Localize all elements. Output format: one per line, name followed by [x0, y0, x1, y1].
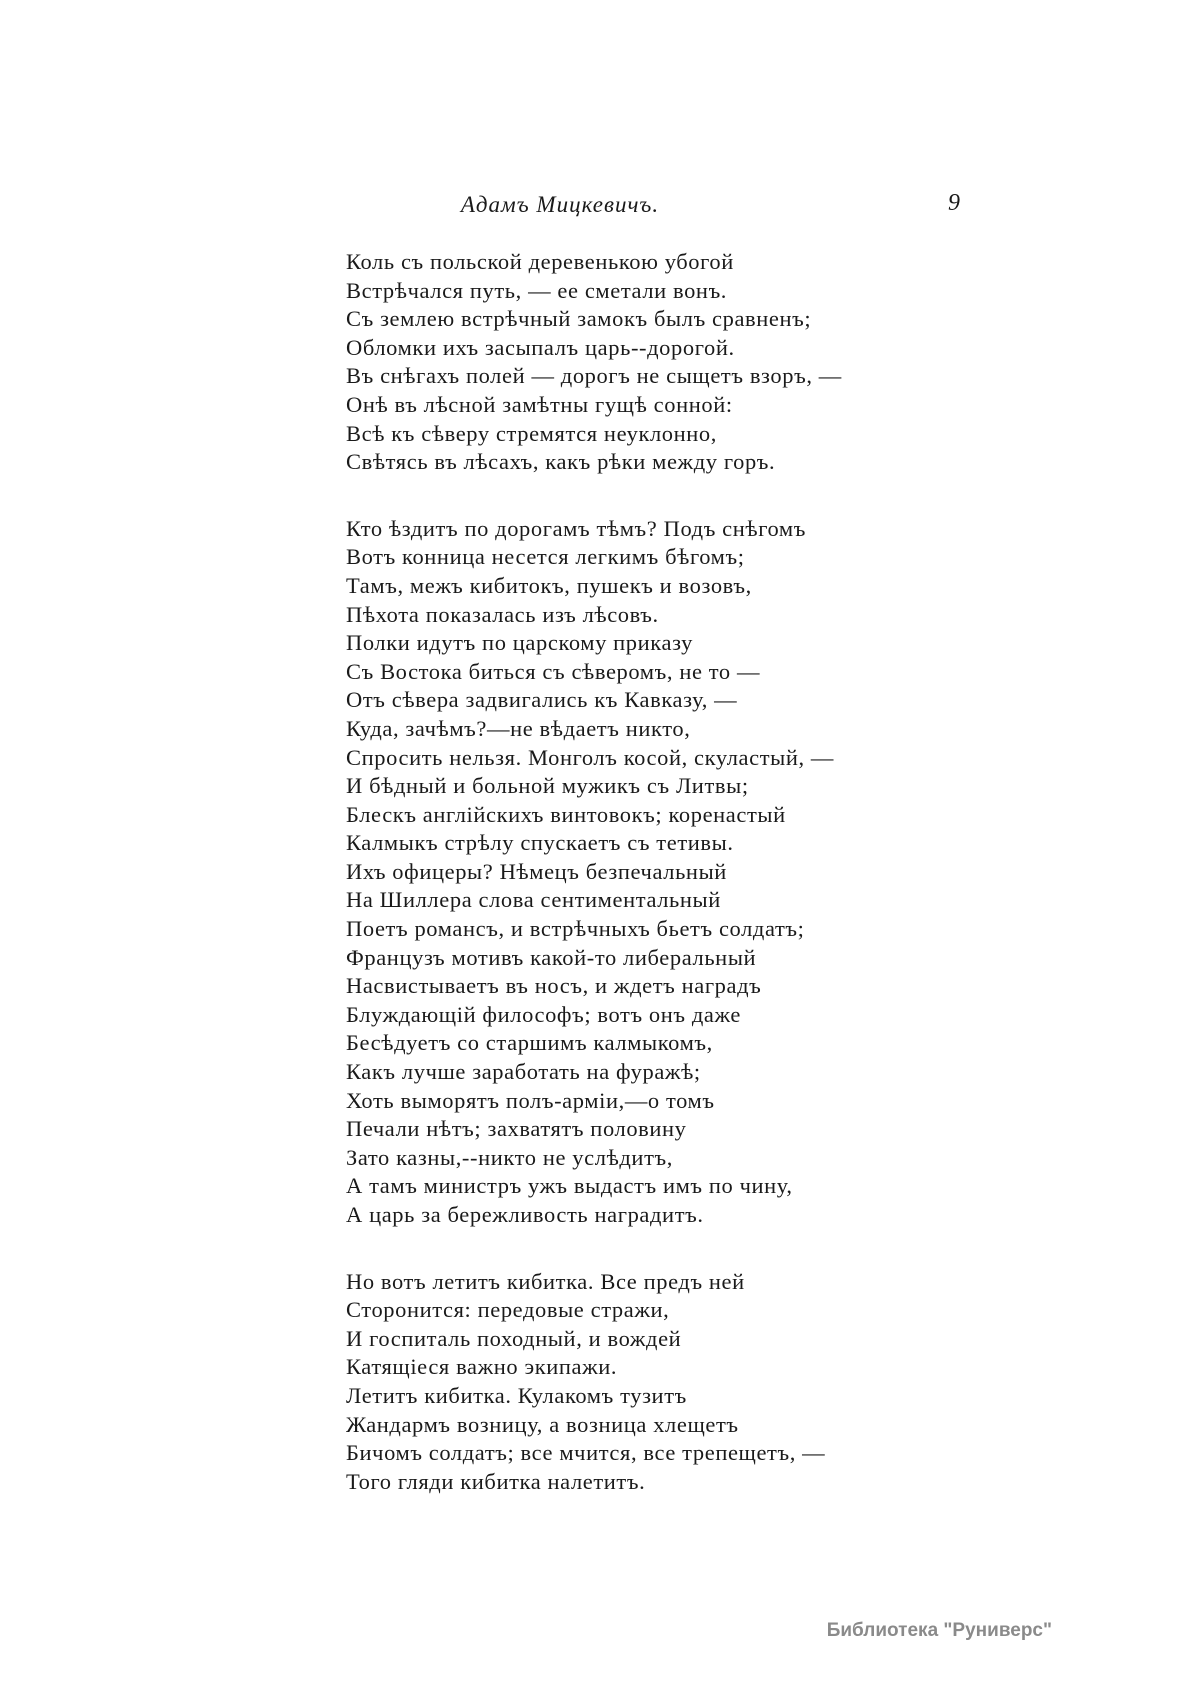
poem-body — [346, 248, 946, 1496]
verse-line: А тамъ министръ ужъ выдастъ имъ по чину, — [346, 1173, 793, 1199]
verse-line: Зато казны,--никто не услѣдитъ, — [346, 1144, 673, 1170]
verse-line: Пѣхота показалась изъ лѣсовъ. — [346, 601, 659, 627]
verse-line: Отъ сѣвера задвигались къ Кавказу, — — [346, 687, 738, 713]
verse-line: Съ землею встрѣчный замокъ былъ сравненъ; — [346, 306, 812, 332]
verse-line: Обломки ихъ засыпалъ царь--дорогой. — [346, 334, 735, 360]
verse-line: Съ Востока биться съ сѣверомъ, не то — — [346, 658, 761, 684]
verse-line: Какъ лучше заработать на фуражѣ; — [346, 1059, 701, 1085]
verse-line: Летитъ кибитка. Кулакомъ тузитъ — [346, 1382, 687, 1408]
verse-line: Бичомъ солдатъ; все мчится, все трепещетъ, — — [346, 1440, 826, 1466]
verse-line: Тамъ, межъ кибитокъ, пушекъ и возовъ, — [346, 572, 752, 598]
verse-line: И бѣдный и больной мужикъ съ Литвы; — [346, 773, 749, 799]
verse-line: Насвистываетъ въ носъ, и ждетъ наградъ — [346, 973, 762, 999]
verse-line: Коль съ польской деревенькою убогой — [346, 249, 734, 274]
verse-line: Кто ѣздитъ по дорогамъ тѣмъ? Подъ снѣгомъ — [346, 515, 806, 541]
verse-line: Куда, зачѣмъ?—не вѣдаетъ никто, — [346, 715, 691, 741]
verse-line: Блуждающій философъ; вотъ онъ даже — [346, 1001, 741, 1027]
verse-line: Жандармъ возницу, а возница хлещетъ — [346, 1411, 739, 1437]
running-title: Адамъ Мицкевичъ. — [460, 192, 660, 217]
verse-line: Въ снѣгахъ полей — дорогъ не сыщетъ взоръ, — — [346, 363, 842, 389]
verse-line: Спросить нельзя. Монголъ косой, скуластый, — — [346, 744, 835, 770]
verse-line: Свѣтясь въ лѣсахъ, какъ рѣки между горъ. — [346, 449, 776, 475]
verse-line: Полки идутъ по царскому приказу — [346, 630, 693, 656]
verse-line: Всѣ къ сѣверу стремятся неуклонно, — [346, 420, 718, 446]
verse-line: Того гляди кибитка налетитъ. — [346, 1468, 646, 1494]
page-number: 9 — [948, 190, 960, 216]
verse-line: Встрѣчался путь, — ее сметали вонъ. — [346, 277, 728, 303]
verse-line: Французъ мотивъ какой-то либеральный — [346, 944, 757, 970]
verse-line: А царь за бережливость наградитъ. — [346, 1202, 704, 1227]
verse-line: На Шиллера слова сентиментальный — [346, 887, 721, 913]
verse-line: Вотъ конница несется легкимъ бѣгомъ; — [346, 544, 745, 570]
verse-line: Печали нѣтъ; захватятъ половину — [346, 1116, 687, 1142]
stanza-2 — [346, 515, 946, 1230]
verse-line: Поетъ романсъ, и встрѣчныхъ бьетъ солдатъ; — [346, 916, 805, 942]
verse-line: Катящіеся важно экипажи. — [346, 1354, 618, 1380]
verse-line: Блескъ англійскихъ винтовокъ; коренастый — [346, 801, 786, 827]
verse-line: Бесѣдуетъ со старшимъ калмыкомъ, — [346, 1030, 713, 1056]
verse-line: Калмыкъ стрѣлу спускаетъ съ тетивы. — [346, 830, 734, 856]
verse-line: Хоть выморятъ полъ-арміи,—о томъ — [346, 1087, 715, 1113]
stanza-1 — [346, 248, 946, 477]
verse-line: Онѣ въ лѣсной замѣтны гущѣ сонной: — [346, 391, 733, 417]
verse-line: Сторонится: передовые стражи, — [346, 1297, 670, 1323]
verse-line: И госпиталь походный, и вождей — [346, 1325, 682, 1351]
library-watermark: Библиотека "Руниверс" — [826, 1620, 1052, 1641]
verse-line: Но вотъ летитъ кибитка. Все предъ ней — [346, 1268, 745, 1294]
stanza-3 — [346, 1268, 946, 1497]
verse-line: Ихъ офицеры? Нѣмецъ безпечальный — [346, 858, 727, 884]
